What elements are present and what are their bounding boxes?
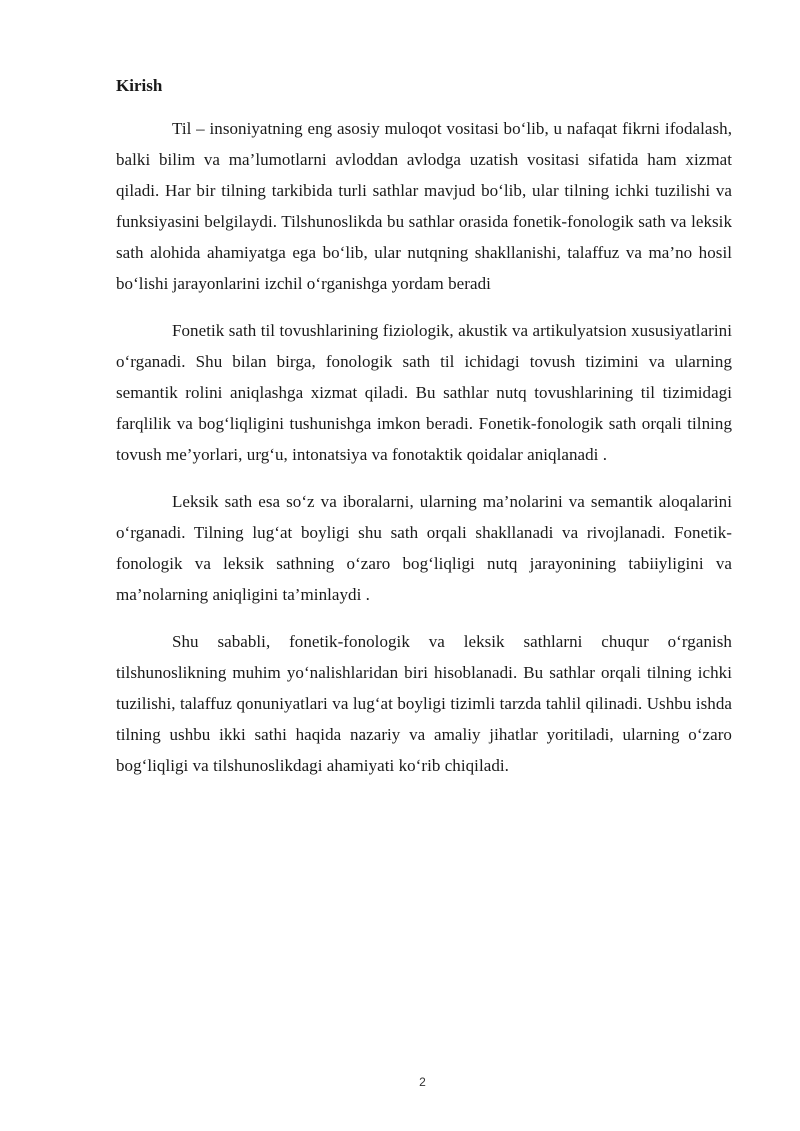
- section-heading: Kirish: [116, 76, 163, 95]
- paragraph-lexical: Leksik sath esa so‘z va iboralarni, ularning ma’nolarini va semantik aloqalarini o‘rganadi. Tilning lug‘at boyligi shu sath orqali shakllanadi va rivojlanadi. Fonetik-fonologik va leksik sathning o‘zaro bog‘liqligi nutq jarayonining tabiiyligini va ma’nolarning aniqligini ta’minlaydi .: [116, 492, 732, 604]
- paragraph-conclusion: Shu sababli, fonetik-fonologik va leksik sathlarni chuqur o‘rganish tilshunoslikning muhim yo‘nalishlaridan biri hisoblanadi. Bu sathlar orqali tilning ichki tuzilishi, talaffuz qonuniyatlari va lug‘at boyligi tizimli tarzda tahlil qilinadi. Ushbu ishda tilning ushbu ikki sathi haqida nazariy va amaliy jihatlar yoritiladi, ularning o‘zaro bog‘liqligi va tilshunoslikdagi ahamiyati ko‘rib chiqiladi.: [116, 632, 732, 775]
- paragraph-intro: Til – insoniyatning eng asosiy muloqot vositasi bo‘lib, u nafaqat fikrni ifodalash, balki bilim va ma’lumotlarni avloddan avlodga uzatish vositasi sifatida ham xizmat qiladi. Har bir tilning tarkibida turli sathlar mavjud bo‘lib, ular tilning ichki tuzilishi va funksiyasini belgilaydi. Tilshunoslikda bu sathlar orasida fonetik-fonologik sath va leksik sath alohida ahamiyatga ega bo‘lib, ular nutqning shakllanishi, talaffuz va ma’no hosil bo‘lishi jarayonlarini izchil o‘rganishga yordam beradi: [116, 119, 732, 293]
- paragraph-phonetic: Fonetik sath til tovushlarining fiziologik, akustik va artikulyatsion xususiyatlarini o‘rganadi. Shu bilan birga, fonologik sath til ichidagi tovush tizimini va ularning semantik rolini aniqlashga xizmat qiladi. Bu sathlar nutq tovushlarining til tizimidagi farqlilik va bog‘liqligini tushunishga imkon beradi. Fonetik-fonologik sath orqali tilning tovush me’yorlari, urg‘u, intonatsiya va fonotaktik qoidalar aniqlanadi .: [116, 321, 732, 464]
- page-number: 2: [419, 1075, 426, 1089]
- page-content: [116, 75, 732, 797]
